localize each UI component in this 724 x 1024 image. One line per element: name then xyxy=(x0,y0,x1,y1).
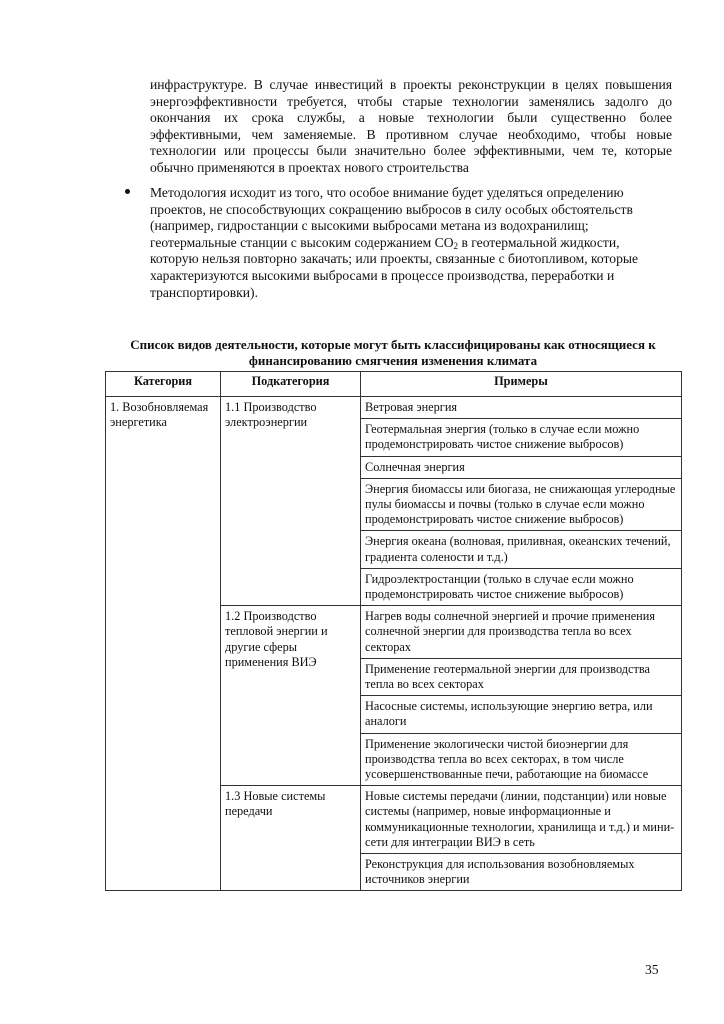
example-cell: Солнечная энергия xyxy=(361,456,682,478)
bullet-text xyxy=(150,185,646,301)
subcategory-cell: 1.1 Производство электроэнергии xyxy=(221,397,361,606)
example-cell: Нагрев воды солнечной энергией и прочие применения солнечной энергии для производства тепла во всех секторах xyxy=(361,606,682,659)
header-examples: Примеры xyxy=(361,372,682,397)
example-cell: Ветровая энергия xyxy=(361,397,682,419)
subcategory-cell: 1.3 Новые системы передачи xyxy=(221,786,361,891)
example-cell: Энергия океана (волновая, приливная, океанских течений, градиента солености и т.д.) xyxy=(361,531,682,568)
example-cell: Насосные системы, использующие энергию ветра, или аналоги xyxy=(361,696,682,733)
example-cell: Применение геотермальной энергии для производства тепла во всех секторах xyxy=(361,658,682,695)
header-subcategory: Подкатегория xyxy=(221,372,361,397)
example-cell: Гидроэлектростанции (только в случае если можно продемонстрировать чистое снижение выбросов) xyxy=(361,568,682,605)
table-row xyxy=(106,397,682,419)
category-cell: 1. Возобновляемая энергетика xyxy=(106,397,221,891)
example-cell: Энергия биомассы или биогаза, не снижающая углеродные пулы биомассы и почвы (только в случае если можно продемонстрировать чистое снижение выбросов) xyxy=(361,478,682,531)
co2-subscript: 2 xyxy=(453,240,459,251)
table-header-row xyxy=(106,372,682,397)
header-category: Категория xyxy=(106,372,221,397)
example-cell: Геотермальная энергия (только в случае если можно продемонстрировать чистое снижение выбросов) xyxy=(361,419,682,456)
list-title: Список видов деятельности, которые могут быть классифицированы как относящиеся к финансированию смягчения изменения климата xyxy=(130,337,656,368)
example-cell: Реконструкция для использования возобновляемых источников энергии xyxy=(361,854,682,891)
activities-table xyxy=(105,371,682,891)
bullet-text-start: Методология исходит из того, что особое внимание будет уделяться определению проектов, не способствующих сокращению выбросов в силу особых обстоятельств (например, гидростанции с высокими выбросами метана из водохранилищ; геотермальные станции с высоким содержанием CO xyxy=(150,185,633,250)
intro-paragraph: инфраструктуре. В случае инвестиций в проекты реконструкции в целях повышения энергоэффективности требуется, чтобы старые технологии заменялись задолго до окончания их срока службы, а новые технологии были существенно более эффективными, чем заменяемые. В противном случае необходимо, чтобы новые технологии или процессы были значительно более эффективными, чем те, которые обычно применяются в проектах нового строительства xyxy=(150,77,672,175)
bullet-dot-icon xyxy=(125,189,130,194)
page-number: 35 xyxy=(645,962,659,977)
bullet-text-end: в геотермальной жидкости, которую нельзя повторно закачать; или проекты, связанные с биотопливом, которые характеризуются высокими выбросами в процессе производства, переработки и транспортировки). xyxy=(150,234,639,300)
example-cell: Новые системы передачи (линии, подстанции) или новые системы (например, новые информационные и коммуникационные технологии, хранилища и т.д.) и мини-сети для интеграции ВИЭ в сеть xyxy=(361,786,682,854)
example-cell: Применение экологически чистой биоэнергии для производства тепла во всех секторах, в том числе усовершенствованные печи, работающие на биомассе xyxy=(361,733,682,786)
subcategory-cell: 1.2 Производство тепловой энергии и другие сферы применения ВИЭ xyxy=(221,606,361,786)
